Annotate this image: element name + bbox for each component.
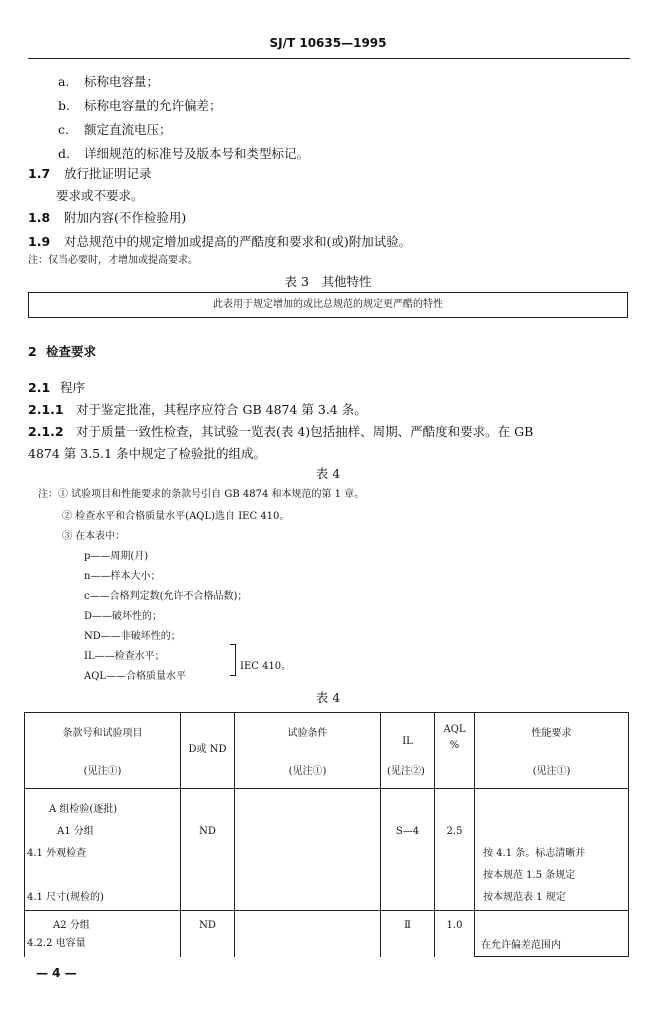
header-aql bbox=[435, 713, 475, 789]
header-aql-label: AQL bbox=[443, 724, 466, 735]
list-item-c-marker: c. bbox=[58, 122, 69, 137]
section-1-7-number: 1.7 bbox=[28, 166, 51, 181]
row-1-requirements bbox=[475, 789, 629, 911]
row-1-clause-line-2: A1 分组 bbox=[57, 826, 94, 837]
row-2-requirements bbox=[475, 911, 629, 957]
table-3-box bbox=[28, 292, 628, 318]
section-1-9-title: 对总规范中的规定增加或提高的严酷度和要求和(或)附加试验。 bbox=[64, 234, 412, 249]
table-3-caption: 表 3 其他特性 bbox=[284, 274, 372, 289]
section-2-1-2-line1: 对于质量一致性检查，其试验一览表(表 4)包括抽样、周期、严酷度和要求。在 GB bbox=[76, 424, 534, 439]
section-2-1-2-line2: 4874 第 3.5.1 条中规定了检验批的组成。 bbox=[28, 446, 267, 461]
table-4 bbox=[24, 712, 629, 957]
row-2-d-nd bbox=[181, 911, 235, 957]
row-2-aql-value: 1.0 bbox=[446, 920, 463, 931]
row-2-clause bbox=[25, 911, 181, 957]
row-2-aql bbox=[435, 911, 475, 957]
section-1-8-number: 1.8 bbox=[28, 210, 51, 225]
list-item-d-text: 详细规范的标准号及版本号和类型标记。 bbox=[84, 146, 310, 161]
standard-number: SJ/T 10635—1995 bbox=[269, 36, 387, 50]
section-2-1-number: 2.1 bbox=[28, 380, 51, 395]
header-il bbox=[381, 713, 435, 789]
table-4-notes-caption: 表 4 bbox=[315, 466, 341, 481]
row-2-il bbox=[381, 911, 435, 957]
section-2-1-title: 程序 bbox=[60, 380, 86, 395]
row-1-clause-line-5: 4.1 尺寸(规检的) bbox=[27, 892, 104, 903]
row-1-clause bbox=[25, 789, 181, 911]
table-4-def-c: c——合格判定数(允许不合格品数)； bbox=[84, 591, 248, 602]
header-conditions-label: 试验条件 bbox=[287, 728, 328, 739]
list-item-a-text: 标称电容量； bbox=[84, 74, 160, 89]
row-1-d-nd-value: ND bbox=[199, 826, 216, 837]
table-4-def-il: IL——检查水平； bbox=[84, 651, 165, 662]
row-1-clause-line-3: 4.1 外观检查 bbox=[27, 848, 87, 859]
brace-text: IEC 410。 bbox=[240, 661, 292, 672]
header-rule bbox=[28, 58, 630, 59]
header-clause-note: (见注①) bbox=[83, 766, 122, 777]
header-il-aql-note: (见注②) bbox=[387, 766, 425, 777]
header-requirements-label: 性能要求 bbox=[531, 728, 572, 739]
list-item-a-marker: a. bbox=[58, 74, 70, 89]
table-4-note-2: ② 检查水平和合格质量水平(AQL)选自 IEC 410。 bbox=[62, 511, 290, 522]
header-conditions-note: (见注①) bbox=[288, 766, 327, 777]
table-4-def-n: n——样本大小； bbox=[84, 571, 161, 582]
header-d-nd bbox=[181, 713, 235, 789]
section-1-8-title: 附加内容(不作检验用) bbox=[64, 210, 187, 225]
row-1-il-value: S—4 bbox=[395, 826, 420, 837]
header-clause-label: 条款号和试验项目 bbox=[62, 728, 143, 739]
row-1-requirements-line-2: 按本规范 1.5 条规定 bbox=[483, 870, 576, 881]
table-4-def-aql: AQL——合格质量水平 bbox=[84, 671, 187, 682]
section-2-1-2-number: 2.1.2 bbox=[28, 424, 64, 439]
list-item-d-marker: d. bbox=[58, 146, 70, 161]
section-1-9-number: 1.9 bbox=[28, 234, 51, 249]
row-1-requirements-line-3: 按本规范表 1 规定 bbox=[483, 892, 566, 903]
row-2-d-nd-value: ND bbox=[199, 920, 216, 931]
section-2-number: 2 bbox=[28, 344, 37, 359]
section-1-7-body: 要求或不要求。 bbox=[56, 188, 144, 203]
row-2-il-value: Ⅱ bbox=[404, 920, 411, 931]
header-requirements-note: (见注①) bbox=[532, 766, 571, 777]
table-4-def-d: D——破坏性的； bbox=[84, 611, 163, 622]
row-2-clause-line-2: 4.2.2 电容量 bbox=[27, 938, 86, 949]
table-3-content: 此表用于规定增加的或比总规范的规定更严酷的特性 bbox=[213, 299, 443, 310]
header-aql-unit: % bbox=[449, 740, 460, 751]
row-1-requirements-line-1: 按 4.1 条。标志清晰并 bbox=[483, 848, 586, 859]
row-1-conditions bbox=[235, 789, 381, 911]
list-item-c-text: 额定直流电压； bbox=[84, 122, 172, 137]
page-number: — 4 — bbox=[36, 966, 77, 980]
header-requirements bbox=[475, 713, 629, 789]
section-1-7-title: 放行批证明记录 bbox=[64, 166, 152, 181]
list-item-b-text: 标称电容量的允许偏差； bbox=[84, 98, 222, 113]
row-1-clause-line-1: A 组检验(逐批) bbox=[49, 804, 118, 815]
header-clause bbox=[25, 713, 181, 789]
table-4-header-row bbox=[25, 713, 629, 789]
table-row bbox=[25, 789, 629, 911]
row-2-clause-line-1: A2 分组 bbox=[53, 920, 90, 931]
table-4-def-p: p——周期(月) bbox=[84, 551, 149, 562]
table-row bbox=[25, 911, 629, 957]
table-4-note-3: ③ 在本表中： bbox=[62, 531, 126, 542]
header-conditions bbox=[235, 713, 381, 789]
row-2-conditions bbox=[235, 911, 381, 957]
brace bbox=[230, 644, 236, 676]
section-2-1-1-number: 2.1.1 bbox=[28, 402, 64, 417]
table-4-def-nd: ND——非破坏性的； bbox=[84, 631, 181, 642]
list-item-b-marker: b. bbox=[58, 98, 70, 113]
row-1-aql bbox=[435, 789, 475, 911]
row-1-il bbox=[381, 789, 435, 911]
section-1-9-note: 注：仅当必要时，才增加或提高要求。 bbox=[28, 255, 198, 266]
row-1-d-nd bbox=[181, 789, 235, 911]
header-il-label: IL bbox=[402, 736, 413, 747]
section-2-1-1-text: 对于鉴定批准，其程序应符合 GB 4874 第 3.4 条。 bbox=[76, 402, 367, 417]
table-4-caption: 表 4 bbox=[315, 690, 341, 705]
table-4-note-1: 注：① 试验项目和性能要求的条款号引自 GB 4874 和本规范的第 1 章。 bbox=[38, 489, 365, 500]
section-2-title: 检查要求 bbox=[46, 344, 97, 359]
row-1-aql-value: 2.5 bbox=[446, 826, 463, 837]
row-2-requirements-line-1: 在允许偏差范围内 bbox=[481, 940, 561, 951]
header-d-nd-label: D或 ND bbox=[188, 744, 227, 755]
